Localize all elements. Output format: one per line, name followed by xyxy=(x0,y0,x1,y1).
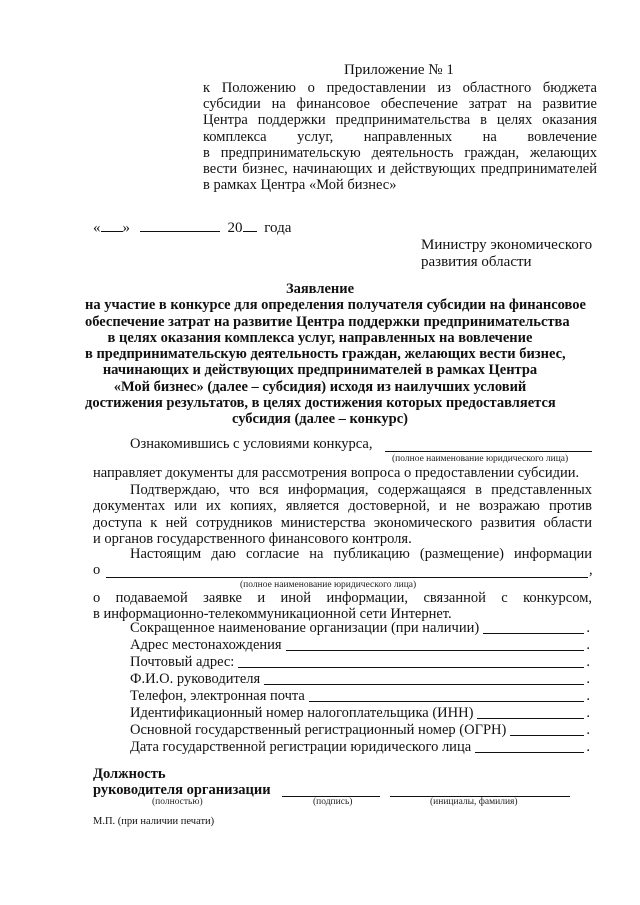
recipient-line: развития области xyxy=(421,254,532,270)
intro-text: Ознакомившись с условиями конкурса, xyxy=(130,436,373,452)
appendix-line: в предпринимательскую деятельность граждан, желающих xyxy=(203,144,597,161)
about-prefix: о xyxy=(93,562,101,578)
heading-line: в целях оказания комплекса услуг, направленных на вовлечение xyxy=(107,329,533,346)
heading-line: субсидия (далее – конкурс) xyxy=(231,411,409,428)
day-field[interactable] xyxy=(101,231,123,232)
heading-line: на участие в конкурсе для определения получателя субсидии на финансовое xyxy=(85,297,586,314)
stamp-note: М.П. (при наличии печати) xyxy=(93,816,215,827)
appendix-text xyxy=(203,80,597,193)
hint-name: (инициалы, фамилия) xyxy=(430,797,518,807)
heading-line: «Мой бизнес» (далее – субсидия) исходя из наилучших условий xyxy=(113,378,527,395)
hint-position: (полностью) xyxy=(152,797,203,807)
position-label: Должность xyxy=(93,766,166,782)
field-phone-email[interactable]: Телефон, электронная почта . xyxy=(130,688,590,704)
recipient-line: Министру экономического xyxy=(421,237,593,253)
heading-title: Заявление xyxy=(285,281,355,297)
statement-heading xyxy=(85,281,586,428)
about-line: о подаваемой заявке и иной информации, связанной с конкурсом, xyxy=(93,590,592,606)
hint-signature: (подпись) xyxy=(313,797,353,807)
org-name-hint: (полное наименование юридического лица) xyxy=(392,454,569,464)
year-field[interactable] xyxy=(243,231,257,232)
month-field[interactable] xyxy=(140,231,220,232)
org-name-field[interactable] xyxy=(385,451,592,452)
field-head-name[interactable]: Ф.И.О. руководителя . xyxy=(130,671,590,687)
position-label-2: руководителя организации xyxy=(93,782,271,798)
org-name-field-2[interactable] xyxy=(106,577,588,578)
about-paragraph xyxy=(93,590,592,623)
confirm-line: доступа к ней сотрудников министерства экономического развития области xyxy=(93,514,592,531)
field-postal-address[interactable]: Почтовый адрес: . xyxy=(130,654,590,670)
consent-line: Настоящим даю согласие на публикацию (размещение) информации xyxy=(130,546,592,562)
field-address[interactable]: Адрес местонахождения . xyxy=(130,637,590,653)
heading-line: начинающих и действующих предпринимателей в рамках Центра xyxy=(102,362,538,379)
field-registration-date[interactable]: Дата государственной регистрации юридического лица . xyxy=(130,739,590,755)
heading-line: обеспечение затрат на развитие Центра поддержки предпринимательства xyxy=(85,313,570,330)
appendix-title: Приложение № 1 xyxy=(344,62,454,78)
org-name-hint-2: (полное наименование юридического лица) xyxy=(240,580,417,590)
field-ogrn[interactable]: Основной государственный регистрационный номер (ОГРН) . xyxy=(130,722,590,738)
appendix-line: субсидии на финансовое обеспечение затрат на развитие xyxy=(203,96,597,113)
heading-line: в предпринимательскую деятельность граждан, желающих вести бизнес, xyxy=(85,346,566,363)
about-suffix: , xyxy=(589,562,593,578)
appendix-line: вести бизнес, начинающих и действующих предпринимателей xyxy=(203,161,597,178)
appendix-line: в рамках Центра «Мой бизнес» xyxy=(203,177,397,194)
sends-text: направляет документы для рассмотрения вопроса о предоставлении субсидии. xyxy=(93,465,580,481)
confirm-line: и органов государственного финансового контроля. xyxy=(93,530,412,547)
confirmation-paragraph xyxy=(93,482,592,547)
date-line: « » 20 года xyxy=(93,220,292,236)
confirm-line: документах или их копиях, является достоверной, и не возражаю против xyxy=(93,498,592,515)
field-short-name[interactable]: Сокращенное наименование организации (при наличии) . xyxy=(130,620,590,636)
appendix-line: к Положению о предоставлении из областного бюджета xyxy=(203,80,597,96)
appendix-line: Центра поддержки предпринимательства в целях оказания xyxy=(203,112,597,129)
confirm-line: Подтверждаю, что вся информация, содержащаяся в представленных xyxy=(130,482,592,498)
appendix-line: комплекса услуг, направленных на вовлечение xyxy=(203,128,597,145)
field-inn[interactable]: Идентификационный номер налогоплательщика (ИНН) . xyxy=(130,705,590,721)
heading-line: достижения результатов, в целях достижения которых предоставляется xyxy=(85,395,556,412)
about-line: в информационно-телекоммуникационной сети Интернет. xyxy=(93,606,452,623)
